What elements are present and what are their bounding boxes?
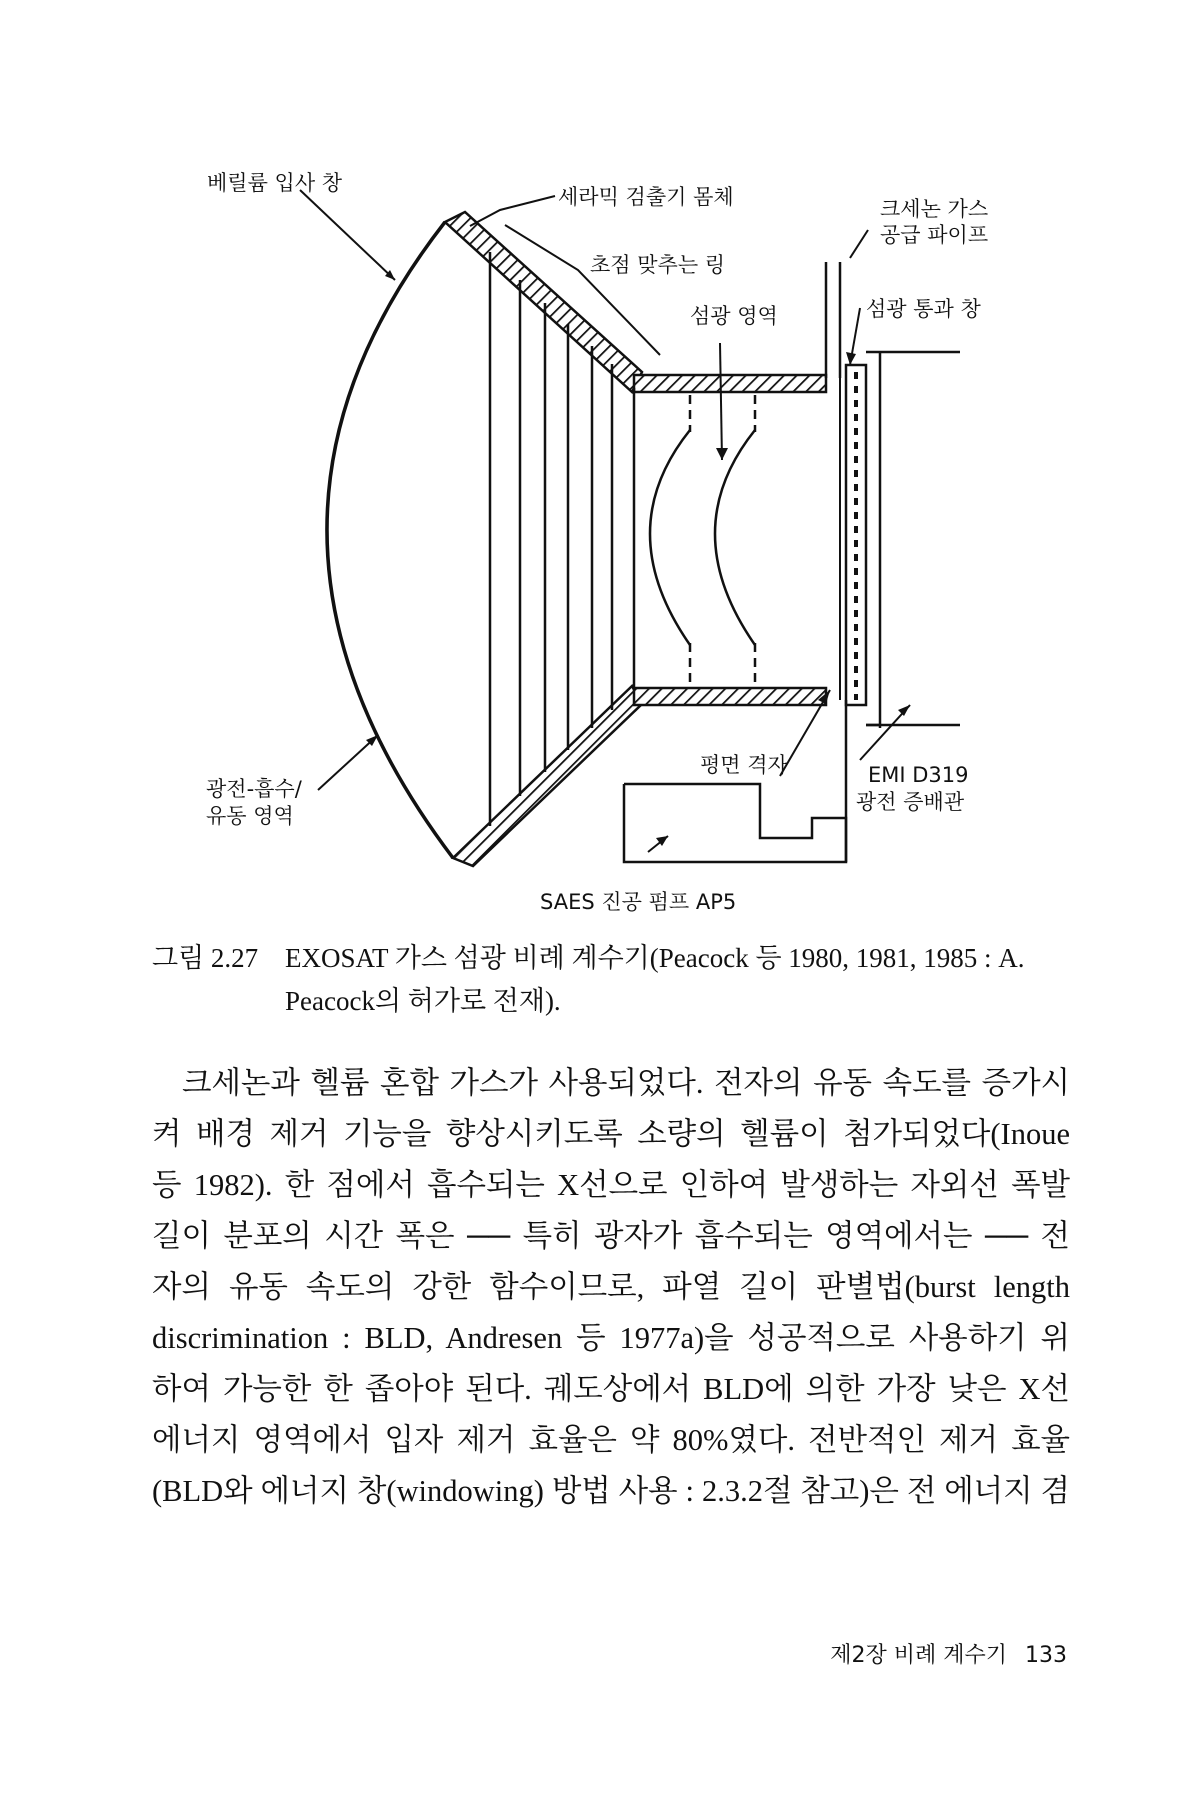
label-absorption-2: 유동 영역 [206, 804, 294, 828]
label-planar-grid: 평면 격자 [700, 753, 788, 777]
body-paragraph [152, 1058, 1070, 1517]
label-focusing-ring: 초점 맞추는 링 [590, 253, 726, 277]
label-beryllium-window: 베릴륨 입사 창 [207, 171, 343, 195]
body-line: (BLD와 에너지 창(windowing) 방법 사용 : 2.3.2절 참고)은 전 에너지 겸 [152, 1474, 1070, 1508]
curved-grid-right [715, 430, 755, 645]
label-pmt-1: EMI D319 [868, 763, 969, 787]
label-scintillation-window: 섬광 통과 창 [866, 297, 981, 321]
label-vacuum-pump: SAES 진공 펌프 AP5 [540, 890, 737, 914]
page-number: 133 [1025, 1643, 1067, 1668]
body-line: 등 1982). 한 점에서 흡수되는 X선으로 인하여 발생하는 자외선 폭발 [152, 1168, 1070, 1202]
label-scintillation-region: 섬광 영역 [690, 304, 778, 328]
vacuum-pump [624, 784, 846, 862]
chapter-title: 제2장 비례 계수기 [830, 1643, 1007, 1668]
curved-grid-left [650, 430, 690, 645]
body-line: 켜 배경 제거 기능을 향상시키도록 소량의 헬륨이 첨가되었다(Inoue [152, 1117, 1070, 1151]
cylinder-wall-lower [634, 688, 826, 705]
caption-text: EXOSAT 가스 섬광 비례 계수기(Peacock 등 1980, 1981, 1985 : A. Peacock의 허가로 전재). [285, 943, 1025, 1016]
body-line: discrimination : BLD, Andresen 등 1977a)을 성공적으로 사용하기 위 [152, 1321, 1070, 1355]
label-xenon-pipe-2: 공급 파이프 [880, 223, 989, 247]
cylinder-wall-upper [634, 375, 826, 392]
entrance-window-arc [327, 222, 453, 858]
label-xenon-pipe-1: 크세논 가스 [880, 197, 989, 221]
page-footer [812, 1638, 1067, 1669]
ceramic-wall-lower [453, 686, 642, 866]
label-pmt-2: 광전 증배관 [856, 790, 965, 814]
body-line: 자의 유동 속도의 강한 함수이므로, 파열 길이 판별법(burst length [152, 1270, 1070, 1304]
body-line: 크세논과 헬륨 혼합 가스가 사용되었다. 전자의 유동 속도를 증가시 [182, 1066, 1070, 1100]
body-line: 길이 분포의 시간 폭은 ── 특히 광자가 흡수되는 영역에서는 ── 전 [152, 1219, 1070, 1253]
body-line: 하여 가능한 한 좁아야 된다. 궤도상에서 BLD에 의한 가장 낮은 X선 [152, 1372, 1070, 1406]
label-ceramic-body: 세라믹 검출기 몸체 [558, 185, 734, 209]
label-absorption-1: 광전-흡수/ [206, 777, 302, 801]
body-line: 에너지 영역에서 입자 제거 효율은 약 80%였다. 전반적인 제거 효율 [152, 1423, 1070, 1457]
caption-number: 그림 2.27 [152, 943, 259, 973]
